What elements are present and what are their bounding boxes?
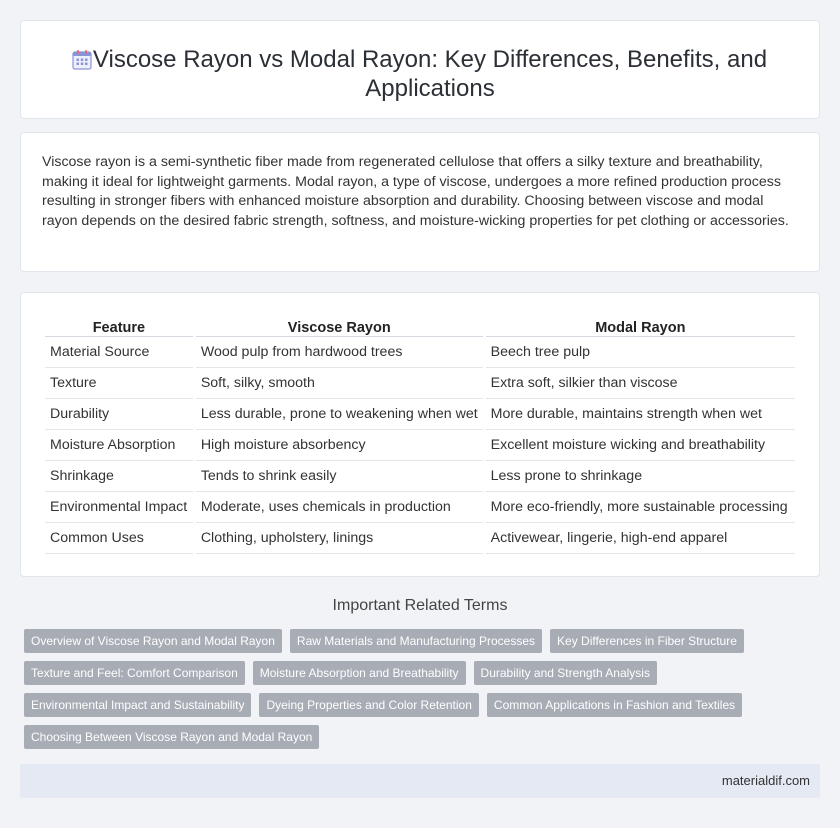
related-term-tag[interactable]: Texture and Feel: Comfort Comparison — [24, 661, 245, 685]
footer-site-link[interactable]: materialdif.com — [721, 773, 810, 788]
column-header: Feature — [45, 315, 193, 337]
comparison-table-card — [20, 292, 820, 577]
column-header: Modal Rayon — [486, 315, 795, 337]
related-term-tag[interactable]: Dyeing Properties and Color Retention — [259, 693, 478, 717]
table-header-row — [45, 315, 795, 337]
related-term-tag[interactable]: Choosing Between Viscose Rayon and Modal Rayon — [24, 725, 319, 749]
page-title: Viscose Rayon vs Modal Rayon: Key Differences, Benefits, and Applications — [92, 46, 768, 102]
header-card — [20, 20, 820, 119]
related-term-tag[interactable]: Raw Materials and Manufacturing Processes — [290, 629, 542, 653]
column-header: Viscose Rayon — [196, 315, 483, 337]
table-row — [45, 430, 795, 461]
table-cell: Extra soft, silkier than viscose — [486, 368, 795, 399]
table-cell: Less durable, prone to weakening when wet — [196, 399, 483, 430]
table-cell: Activewear, lingerie, high-end apparel — [486, 523, 795, 554]
table-cell: Excellent moisture wicking and breathability — [486, 430, 795, 461]
related-terms-list — [24, 629, 804, 749]
table-row — [45, 368, 795, 399]
table-row — [45, 337, 795, 368]
table-cell: Less prone to shrinkage — [486, 461, 795, 492]
related-term-tag[interactable]: Environmental Impact and Sustainability — [24, 693, 251, 717]
intro-card — [20, 132, 820, 272]
related-term-tag[interactable]: Overview of Viscose Rayon and Modal Rayon — [24, 629, 282, 653]
table-cell: Texture — [45, 368, 193, 399]
table-cell: Wood pulp from hardwood trees — [196, 337, 483, 368]
table-cell: Clothing, upholstery, linings — [196, 523, 483, 554]
comparison-table — [42, 315, 798, 554]
table-cell: Environmental Impact — [45, 492, 193, 523]
table-cell: Soft, silky, smooth — [196, 368, 483, 399]
table-row — [45, 461, 795, 492]
table-cell: Durability — [45, 399, 193, 430]
table-cell: More durable, maintains strength when wet — [486, 399, 795, 430]
table-cell: Moisture Absorption — [45, 430, 193, 461]
table-row — [45, 399, 795, 430]
table-row — [45, 492, 795, 523]
related-term-tag[interactable]: Key Differences in Fiber Structure — [550, 629, 744, 653]
related-terms-heading: Important Related Terms — [332, 597, 508, 614]
table-row — [45, 523, 795, 554]
intro-paragraph: Viscose rayon is a semi-synthetic fiber made from regenerated cellulose that offers a silky texture and breathability, making it ideal for lightweight garments. Modal rayon, a type of viscose, undergoes a more refined production process resulting in stronger fibers with enhanced moisture absorption and durability. Choosing between viscose and modal rayon depends on the desired fabric strength, softness, and moisture-wicking properties for pet clothing or accessories. — [42, 154, 789, 229]
table-cell: Beech tree pulp — [486, 337, 795, 368]
related-term-tag[interactable]: Moisture Absorption and Breathability — [253, 661, 466, 685]
table-cell: Material Source — [45, 337, 193, 368]
table-cell: Common Uses — [45, 523, 193, 554]
related-term-tag[interactable]: Durability and Strength Analysis — [474, 661, 657, 685]
footer-bar — [20, 764, 820, 798]
table-cell: Tends to shrink easily — [196, 461, 483, 492]
related-term-tag[interactable]: Common Applications in Fashion and Textiles — [487, 693, 742, 717]
table-cell: More eco-friendly, more sustainable processing — [486, 492, 795, 523]
table-cell: Moderate, uses chemicals in production — [196, 492, 483, 523]
table-cell: High moisture absorbency — [196, 430, 483, 461]
table-cell: Shrinkage — [45, 461, 193, 492]
